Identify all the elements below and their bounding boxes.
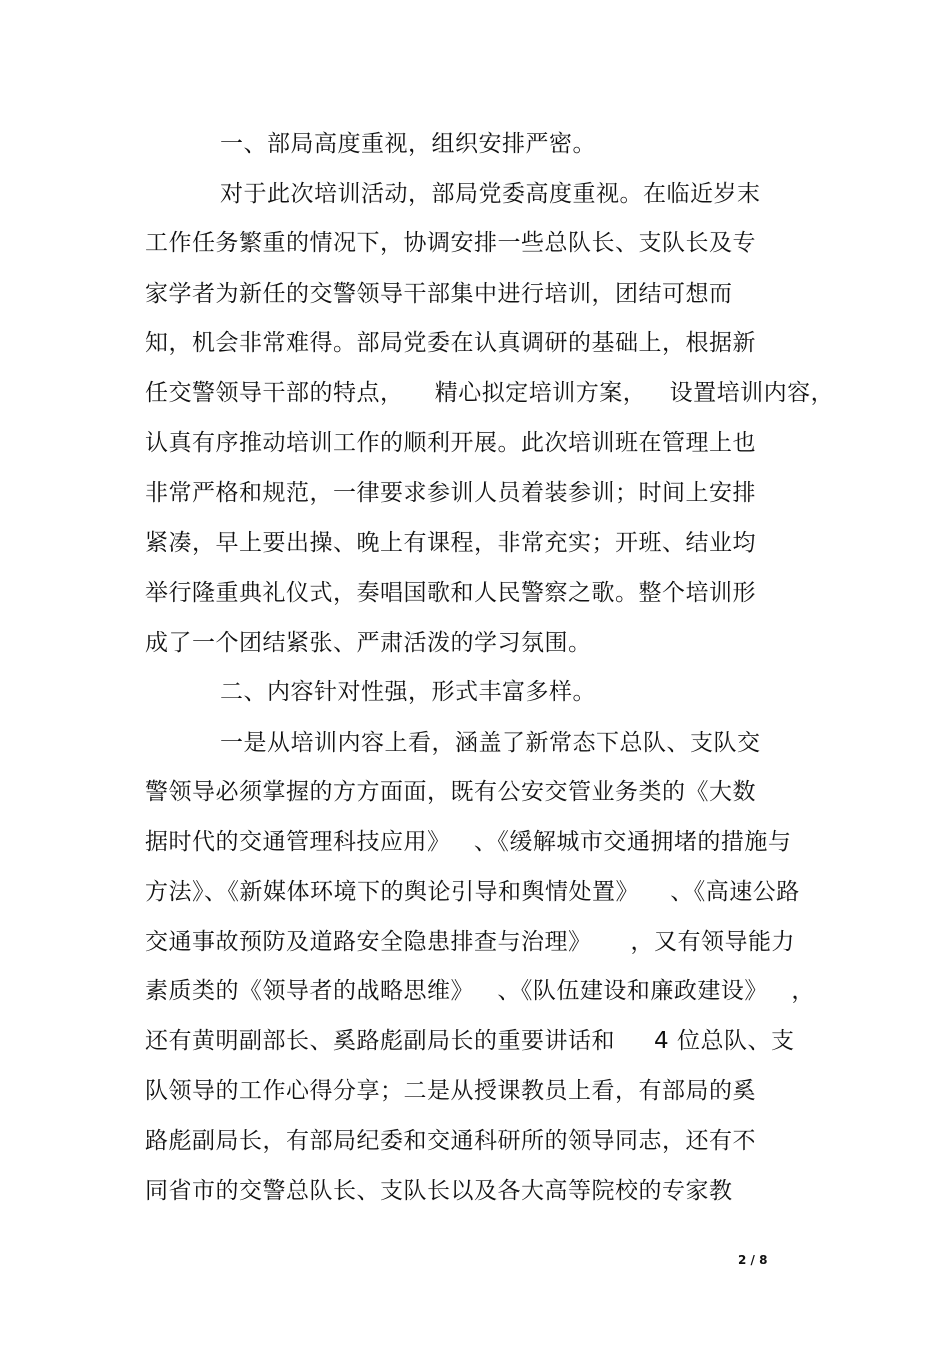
- paragraph-line: 任交警领导干部的特点， 精心拟定培训方案， 设置培训内容，: [145, 380, 835, 406]
- paragraph-line: 非常严格和规范，一律要求参训人员着装参训；时间上安排: [145, 480, 756, 506]
- paragraph-line: 素质类的《领导者的战略思维》 、《队伍建设和廉政建设》 ，: [145, 978, 815, 1004]
- paragraph-line: 对于此次培训活动，部局党委高度重视。在临近岁末: [220, 181, 761, 207]
- paragraph-line: 方法》、《新媒体环境下的舆论引导和舆情处置》 、《高速公路: [145, 879, 800, 905]
- paragraph-line: 举行隆重典礼仪式，奏唱国歌和人民警察之歌。整个培训形: [145, 580, 756, 606]
- paragraph-line: 家学者为新任的交警领导干部集中进行培训，团结可想而: [145, 281, 733, 307]
- paragraph-line: 一是从培训内容上看，涵盖了新常态下总队、支队交: [220, 730, 761, 756]
- page-number: 2 / 8: [738, 1253, 768, 1267]
- paragraph-line: 认真有序推动培训工作的顺利开展。此次培训班在管理上也: [145, 430, 756, 456]
- paragraph-line: 工作任务繁重的情况下，协调安排一些总队长、支队长及专: [145, 230, 756, 256]
- paragraph-line: 同省市的交警总队长、支队长以及各大高等院校的专家教: [145, 1178, 733, 1204]
- paragraph-line: 队领导的工作心得分享；二是从授课教员上看，有部局的奚: [145, 1078, 756, 1104]
- section-heading-2: 二、内容针对性强，形式丰富多样。: [220, 679, 596, 705]
- paragraph-line: 路彪副局长，有部局纪委和交通科研所的领导同志，还有不: [145, 1128, 756, 1154]
- paragraph-line: 还有黄明副部长、奚路彪副局长的重要讲话和 4 位总队、支: [145, 1028, 795, 1054]
- paragraph-line: 据时代的交通管理科技应用》 、《缓解城市交通拥堵的措施与: [145, 829, 792, 855]
- paragraph-line: 交通事故预防及道路安全隐患排查与治理》 ，又有领导能力: [145, 929, 796, 955]
- section-heading-1: 一、部局高度重视，组织安排严密。: [220, 131, 596, 157]
- paragraph-line: 警领导必须掌握的方方面面，既有公安交管业务类的《大数: [145, 779, 756, 805]
- paragraph-line: 成了一个团结紧张、严肃活泼的学习氛围。: [145, 630, 592, 656]
- paragraph-line: 知，机会非常难得。部局党委在认真调研的基础上，根据新: [145, 330, 756, 356]
- paragraph-line: 紧凑，早上要出操、晚上有课程，非常充实；开班、结业均: [145, 530, 756, 556]
